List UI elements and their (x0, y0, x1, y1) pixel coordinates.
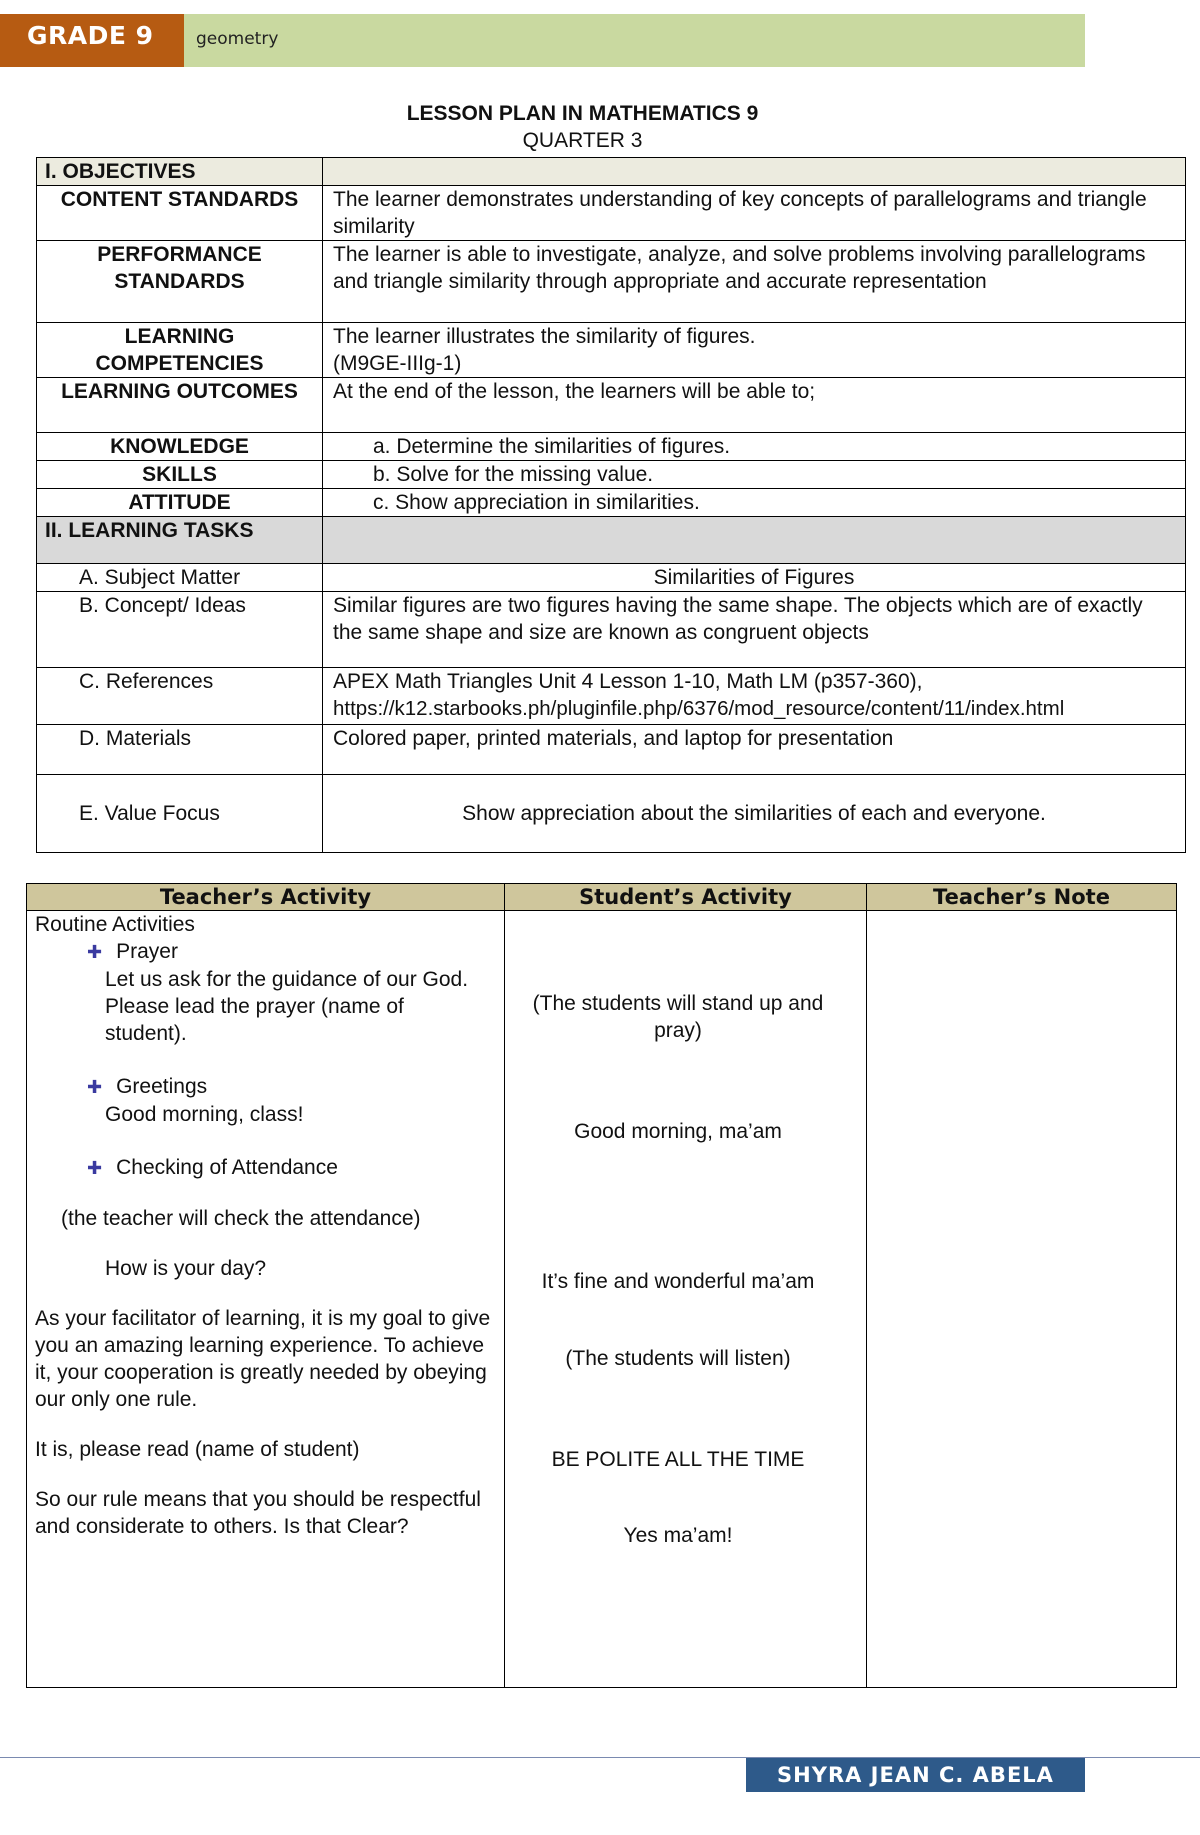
subject-label: geometry (196, 29, 279, 49)
performance-standards-text: The learner is able to investigate, analyze, and solve problems involving parallelograms and triangle similarity through appropriate and accurate representation (323, 241, 1186, 323)
learning-tasks-heading: II. LEARNING TASKS (37, 517, 323, 564)
teacher-note-header: Teacher’s Note (867, 884, 1177, 911)
author-name: SHYRA JEAN C. ABELA (746, 1758, 1085, 1792)
greetings-text: Good morning, class! (105, 1103, 304, 1126)
references-line-1: APEX Math Triangles Unit 4 Lesson 1-10, Math LM (p357-360), (333, 670, 923, 693)
references-text (323, 668, 1186, 725)
concept-label: B. Concept/ Ideas (37, 592, 323, 668)
competencies-line-1: The learner illustrates the similarity of figures. (333, 325, 756, 348)
student-pray: (The students will stand up and pray) (532, 992, 824, 1042)
subject-matter-text: Similarities of Figures (323, 564, 1186, 592)
student-activity-header: Student’s Activity (505, 884, 867, 911)
subject-matter-label: A. Subject Matter (37, 564, 323, 592)
objectives-heading: I. OBJECTIVES (37, 158, 323, 186)
knowledge-label: KNOWLEDGE (37, 433, 323, 461)
materials-text: Colored paper, printed materials, and laptop for presentation (323, 725, 1186, 775)
facilitator-text: As your facilitator of learning, it is my goal to give you an amazing learning experience. To achieve it, your cooperation is greatly needed by obeying our only one rule. (35, 1307, 491, 1411)
outcomes-text: At the end of the lesson, the learners will be able to; (323, 378, 1186, 433)
quarter-label: QUARTER 3 (522, 129, 643, 152)
student-activity-cell (505, 911, 867, 1688)
competencies-text (323, 323, 1186, 378)
student-listen: (The students will listen) (565, 1347, 791, 1370)
rule-meaning-text: So our rule means that you should be respectful and considerate to others. Is that Clear? (35, 1488, 481, 1538)
skills-text: b. Solve for the missing value. (323, 461, 1186, 489)
objectives-heading-blank (323, 158, 1186, 186)
grade-label: GRADE 9 (0, 14, 184, 67)
competencies-label: LEARNING COMPETENCIES (37, 323, 323, 378)
value-focus-text: Show appreciation about the similarities of each and everyone. (323, 775, 1186, 853)
references-link[interactable]: https://k12.starbooks.ph/pluginfile.php/6376/mod_resource/content/11/index.html (333, 697, 1065, 720)
attendance-item: ✚ Checking of Attendance (87, 1156, 338, 1179)
objectives-table (36, 157, 1186, 853)
teacher-activity-header: Teacher’s Activity (27, 884, 505, 911)
student-greet: Good morning, ma’am (574, 1120, 782, 1143)
references-label: C. References (37, 668, 323, 725)
content-standards-label: CONTENT STANDARDS (37, 186, 323, 241)
read-rule-text: It is, please read (name of student) (35, 1438, 360, 1461)
attitude-label: ATTITUDE (37, 489, 323, 517)
content-standards-text: The learner demonstrates understanding of key concepts of parallelograms and triangle similarity (323, 186, 1186, 241)
student-yes: Yes ma’am! (623, 1524, 733, 1547)
prayer-text: Let us ask for the guidance of our God. Please lead the prayer (name of student). (105, 968, 469, 1045)
routine-activities: Routine Activities (35, 913, 195, 936)
attitude-text: c. Show appreciation in similarities. (323, 489, 1186, 517)
prayer-item: ✚ Prayer (87, 940, 178, 963)
teacher-note-cell (867, 911, 1177, 1688)
arrow-bullet-icon: ✚ (87, 1077, 103, 1097)
competencies-line-2: (M9GE-IIIg-1) (333, 352, 462, 375)
value-focus-label: E. Value Focus (37, 775, 323, 853)
concept-text: Similar figures are two figures having the same shape. The objects which are of exactly the same shape and size are known as congruent objects (323, 592, 1186, 668)
learning-tasks-heading-blank (323, 517, 1186, 564)
attendance-text: (the teacher will check the attendance) (61, 1207, 421, 1230)
knowledge-text: a. Determine the similarities of figures. (323, 433, 1186, 461)
student-fine: It’s fine and wonderful ma’am (541, 1270, 815, 1293)
teacher-activity-cell (27, 911, 505, 1688)
outcomes-label: LEARNING OUTCOMES (37, 378, 323, 433)
performance-standards-label: PERFORMANCE STANDARDS (37, 241, 323, 323)
student-rule: BE POLITE ALL THE TIME (551, 1448, 805, 1471)
arrow-bullet-icon: ✚ (87, 942, 103, 962)
day-question: How is your day? (105, 1257, 267, 1280)
materials-label: D. Materials (37, 725, 323, 775)
activity-table (26, 883, 1177, 1688)
page-title: LESSON PLAN IN MATHEMATICS 9 (406, 102, 759, 125)
skills-label: SKILLS (37, 461, 323, 489)
greetings-item: ✚ Greetings (87, 1075, 208, 1098)
arrow-bullet-icon: ✚ (87, 1158, 103, 1178)
